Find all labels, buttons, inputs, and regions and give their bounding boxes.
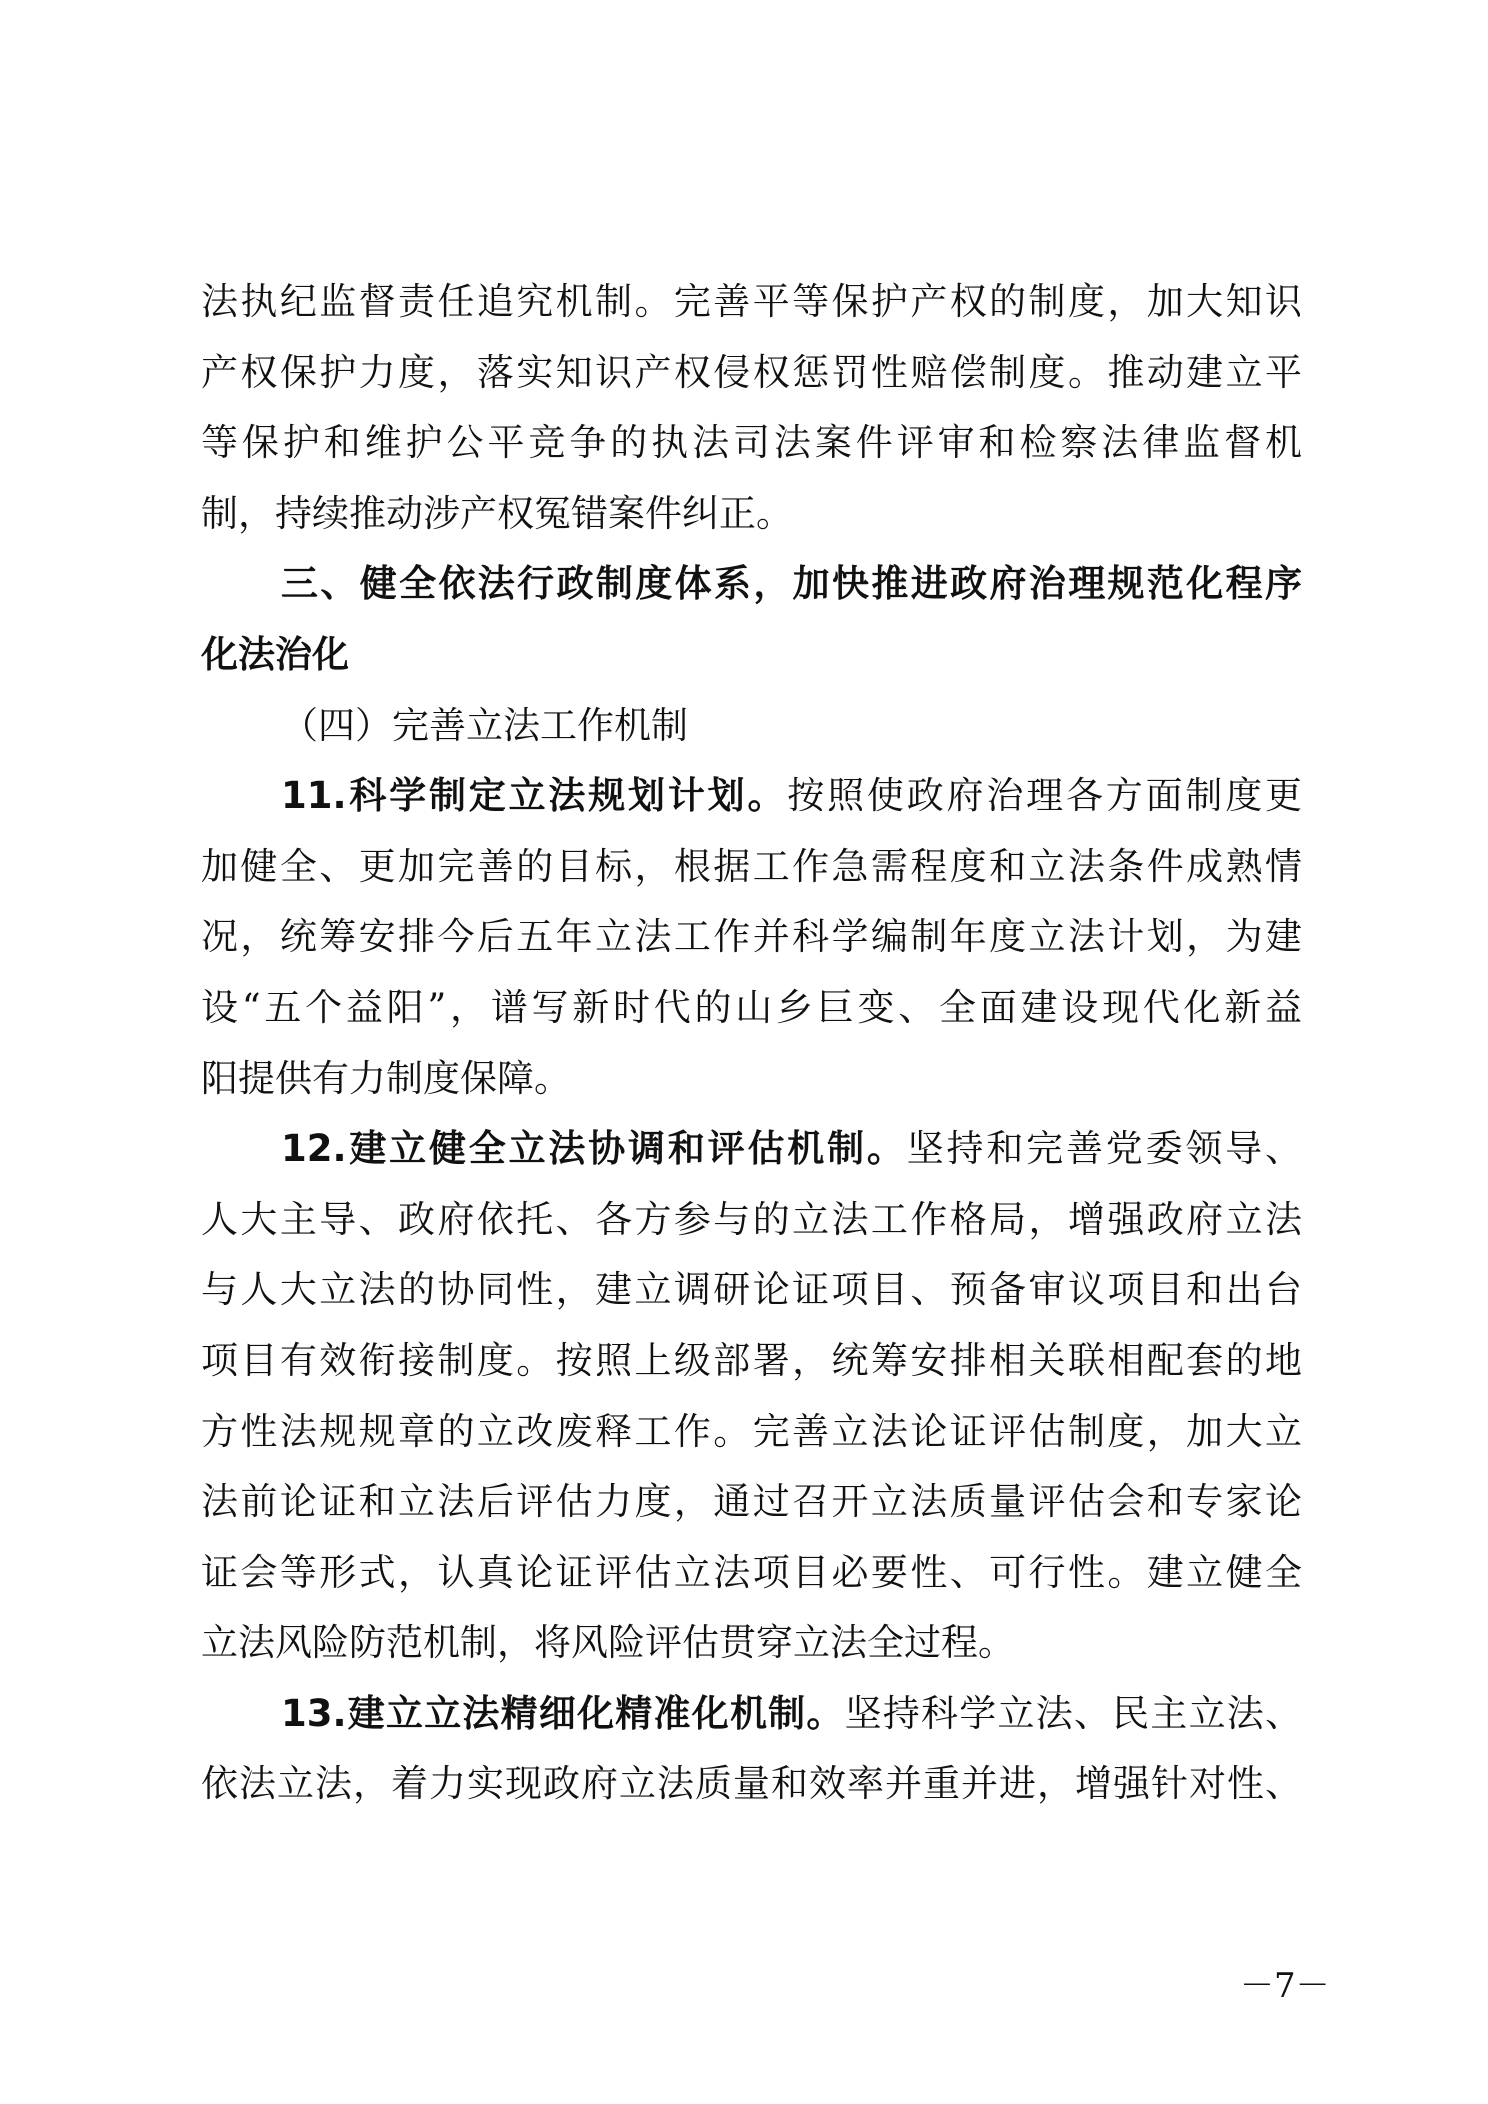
bold-heading-text: 化法治化 bbox=[201, 632, 349, 676]
text-line bbox=[201, 549, 1302, 620]
body-text: 人大主导、政府依托、各方参与的立法工作格局，增强政府立法 bbox=[201, 1197, 1302, 1241]
text-line bbox=[201, 408, 1302, 479]
text-line bbox=[201, 1679, 1302, 1750]
body-text: 设“五个益阳”，谱写新时代的山乡巨变、全面建设现代化新益 bbox=[201, 985, 1302, 1029]
body-text: 坚持科学立法、民主立法、 bbox=[844, 1691, 1303, 1735]
body-text: 按照使政府治理各方面制度更 bbox=[787, 774, 1303, 818]
text-line bbox=[201, 479, 1302, 550]
body-text: 坚持和完善党委领导、 bbox=[906, 1127, 1302, 1171]
body-text: 证会等形式，认真论证评估立法项目必要性、可行性。建立健全 bbox=[201, 1550, 1302, 1594]
body-text: 制，持续推动涉产权冤错案件纠正。 bbox=[201, 491, 793, 535]
text-line bbox=[201, 620, 1302, 691]
text-line bbox=[201, 1185, 1302, 1256]
body-text: 等保护和维护公平竞争的执法司法案件评审和检察法律监督机 bbox=[201, 421, 1302, 465]
text-line bbox=[201, 832, 1302, 903]
text-line bbox=[201, 761, 1302, 832]
body-text: 项目有效衔接制度。按照上级部署，统筹安排相关联相配套的地 bbox=[201, 1338, 1302, 1382]
text-line bbox=[201, 267, 1302, 338]
text-line bbox=[201, 973, 1302, 1044]
text-line bbox=[201, 1608, 1302, 1679]
text-line bbox=[201, 1467, 1302, 1538]
text-line bbox=[201, 1538, 1302, 1609]
body-text: 况，统筹安排今后五年立法工作并科学编制年度立法计划，为建 bbox=[201, 915, 1302, 959]
text-line bbox=[201, 1326, 1302, 1397]
text-line bbox=[201, 1044, 1302, 1115]
text-line bbox=[201, 1114, 1302, 1185]
body-text: 依法立法，着力实现政府立法质量和效率并重并进，增强针对性、 bbox=[201, 1762, 1302, 1806]
page-number: －7－ bbox=[1240, 1966, 1330, 2006]
body-text: 加健全、更加完善的目标，根据工作急需程度和立法条件成熟情 bbox=[201, 844, 1302, 888]
body-text: （四）完善立法工作机制 bbox=[281, 703, 688, 747]
bold-heading-text: 12.建立健全立法协调和评估机制。 bbox=[281, 1127, 907, 1171]
text-line bbox=[201, 902, 1302, 973]
text-line bbox=[201, 338, 1302, 409]
body-text: 方性法规规章的立改废释工作。完善立法论证评估制度，加大立 bbox=[201, 1409, 1302, 1453]
bold-heading-text: 11.科学制定立法规划计划。 bbox=[281, 774, 788, 818]
text-line bbox=[201, 691, 1302, 762]
text-line bbox=[201, 1397, 1302, 1468]
text-line bbox=[201, 1749, 1302, 1820]
body-text: 法前论证和立法后评估力度，通过召开立法质量评估会和专家论 bbox=[201, 1480, 1302, 1524]
body-text: 立法风险防范机制，将风险评估贯穿立法全过程。 bbox=[201, 1621, 1015, 1665]
body-text: 产权保护力度，落实知识产权侵权惩罚性赔偿制度。推动建立平 bbox=[201, 350, 1302, 394]
bold-heading-text: 三、健全依法行政制度体系，加快推进政府治理规范化程序 bbox=[281, 562, 1302, 606]
document-body bbox=[201, 267, 1302, 1820]
text-line bbox=[201, 1255, 1302, 1326]
body-text: 与人大立法的协同性，建立调研论证项目、预备审议项目和出台 bbox=[201, 1268, 1302, 1312]
body-text: 阳提供有力制度保障。 bbox=[201, 1056, 571, 1100]
bold-heading-text: 13.建立立法精细化精准化机制。 bbox=[281, 1691, 845, 1735]
body-text: 法执纪监督责任追究机制。完善平等保护产权的制度，加大知识 bbox=[201, 280, 1302, 323]
